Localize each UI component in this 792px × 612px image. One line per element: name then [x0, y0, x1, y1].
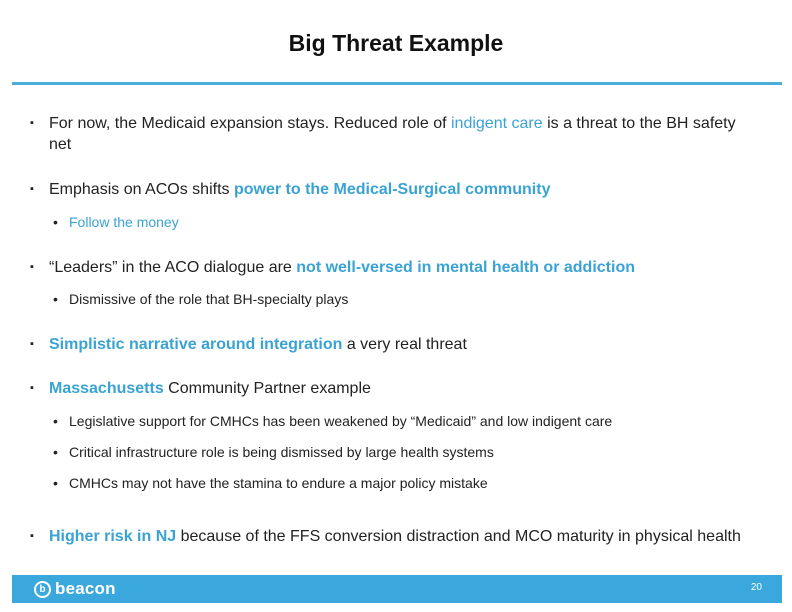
- bullet-highlight: not well-versed in mental health or addiction: [296, 259, 635, 276]
- bullet-text: [49, 378, 750, 399]
- bullet-text: [49, 113, 750, 155]
- bullet-text: [49, 526, 750, 547]
- bullet-text: [49, 179, 750, 200]
- bullet-highlight: Simplistic narrative around integration: [49, 336, 343, 353]
- sub-bullet-infrastructure: [53, 443, 753, 461]
- beacon-logo: [34, 579, 116, 599]
- dot-bullet-icon: •: [53, 413, 58, 429]
- bullet-highlight: indigent care: [451, 115, 543, 132]
- beacon-logo-text: beacon: [55, 579, 116, 598]
- bullet-text-plain: For now, the Medicaid expansion stays. Reduced role of: [49, 115, 451, 132]
- bullet-text-plain: “Leaders” in the ACO dialogue are: [49, 259, 297, 276]
- bullet-highlight: power to the Medical-Surgical community: [233, 181, 551, 198]
- sub-bullet-dismissive: [53, 290, 753, 308]
- bullet-text-plain: Emphasis on ACOs shifts: [49, 181, 234, 198]
- bullet-text-plain: a very real threat: [342, 336, 467, 353]
- dot-bullet-icon: •: [53, 291, 58, 307]
- bullet-highlight: Higher risk in NJ: [49, 528, 177, 545]
- dot-bullet-icon: •: [53, 214, 58, 230]
- bullet-text: [49, 257, 750, 278]
- sub-bullet-legislative: [53, 412, 753, 430]
- square-bullet-icon: ▪: [30, 530, 34, 542]
- square-bullet-icon: ▪: [30, 117, 34, 129]
- bullet-massachusetts: [30, 378, 750, 399]
- bullet-text: [49, 334, 750, 355]
- square-bullet-icon: ▪: [30, 261, 34, 273]
- square-bullet-icon: ▪: [30, 338, 34, 350]
- sub-bullet-follow-money: [53, 213, 753, 231]
- square-bullet-icon: ▪: [30, 183, 34, 195]
- sub-bullet-text: Follow the money: [69, 214, 179, 230]
- title-divider: [12, 82, 782, 85]
- page-number: 20: [750, 582, 762, 593]
- sub-bullet-text: Dismissive of the role that BH-specialty plays: [69, 291, 349, 307]
- bullet-text-plain: Community Partner example: [163, 380, 371, 397]
- sub-bullet-stamina: [53, 474, 753, 492]
- bullet-highlight: Massachusetts: [49, 380, 164, 397]
- footer-bar: [12, 575, 782, 603]
- beacon-logo-icon: b: [34, 581, 51, 598]
- dot-bullet-icon: •: [53, 444, 58, 460]
- bullet-leaders: [30, 257, 750, 278]
- bullet-text-plain: because of the FFS conversion distraction and MCO maturity in physical health: [176, 528, 741, 545]
- sub-bullet-text: CMHCs may not have the stamina to endure a major policy mistake: [69, 475, 488, 491]
- bullet-medicaid-expansion: [30, 113, 750, 155]
- bullet-higher-risk-nj: [30, 526, 750, 547]
- square-bullet-icon: ▪: [30, 382, 34, 394]
- dot-bullet-icon: •: [53, 475, 58, 491]
- sub-bullet-text: Legislative support for CMHCs has been weakened by “Medicaid” and low indigent care: [69, 413, 613, 429]
- bullet-aco-emphasis: [30, 179, 750, 200]
- sub-bullet-text: Critical infrastructure role is being dismissed by large health systems: [69, 444, 494, 460]
- bullet-simplistic-narrative: [30, 334, 750, 355]
- slide-title: Big Threat Example: [288, 30, 504, 56]
- bullet-text-plain: is a threat to the BH safety net: [49, 115, 736, 153]
